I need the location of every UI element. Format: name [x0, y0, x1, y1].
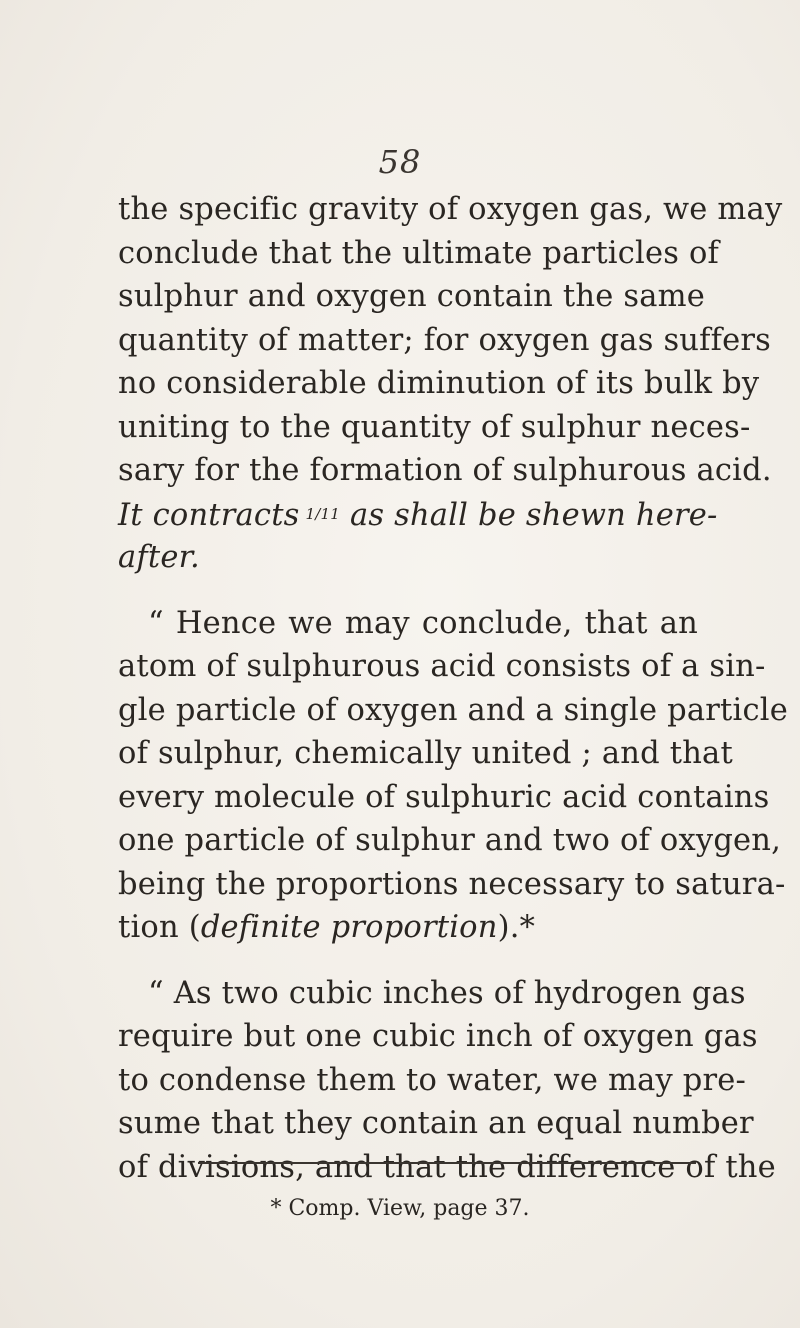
italic-text-before: It contracts	[118, 497, 300, 533]
text-line: atom of sulphurous acid consists of a sin-	[118, 649, 766, 684]
text-line: being the proportions necessary to satura-	[118, 866, 786, 902]
text-line: of sulphur, chemically united ; and that	[118, 736, 733, 771]
text-line: of divisions, and that the difference of the	[118, 1149, 776, 1185]
footnote: * Comp. View, page 37.	[270, 1196, 530, 1221]
text-line: “ As two cubic inches of hydrogen gas	[148, 975, 746, 1011]
text-line: sary for the formation of sulphurous acid.	[118, 453, 772, 488]
text-line: one particle of sulphur and two of oxygen,	[118, 823, 782, 858]
text-line: to condense them to water, we may pre-	[118, 1062, 747, 1098]
text-line: uniting to the quantity of sulphur neces-	[118, 409, 751, 445]
text-line: every molecule of sulphuric acid contains	[118, 779, 770, 815]
text-prefix: tion (	[118, 910, 201, 945]
italic-text-line: after.	[118, 540, 200, 575]
page-number: 58	[378, 143, 422, 181]
fraction: 1/11	[305, 504, 340, 523]
text-line	[118, 906, 698, 950]
text-line: no considerable diminution of its bulk by	[118, 366, 760, 401]
body-text	[118, 188, 788, 1189]
text-line: sume that they contain an equal number	[118, 1106, 754, 1141]
text-line: gle particle of oxygen and a single particle	[118, 692, 788, 728]
text-line: “ Hence we may conclude, that an	[148, 605, 698, 641]
italic-phrase: definite proportion	[200, 910, 498, 945]
text-line: the specific gravity of oxygen gas, we may	[118, 192, 783, 227]
italic-text-after: as shall be shewn here-	[349, 497, 718, 533]
text-suffix: ).*	[497, 910, 536, 945]
italic-text-line	[118, 493, 718, 537]
footnote-divider	[198, 1162, 696, 1164]
text-line: require but one cubic inch of oxygen gas	[118, 1019, 758, 1054]
text-line: quantity of matter; for oxygen gas suffers	[118, 322, 771, 358]
text-line: sulphur and oxygen contain the same	[118, 279, 705, 314]
text-line: conclude that the ultimate particles of	[118, 235, 720, 271]
